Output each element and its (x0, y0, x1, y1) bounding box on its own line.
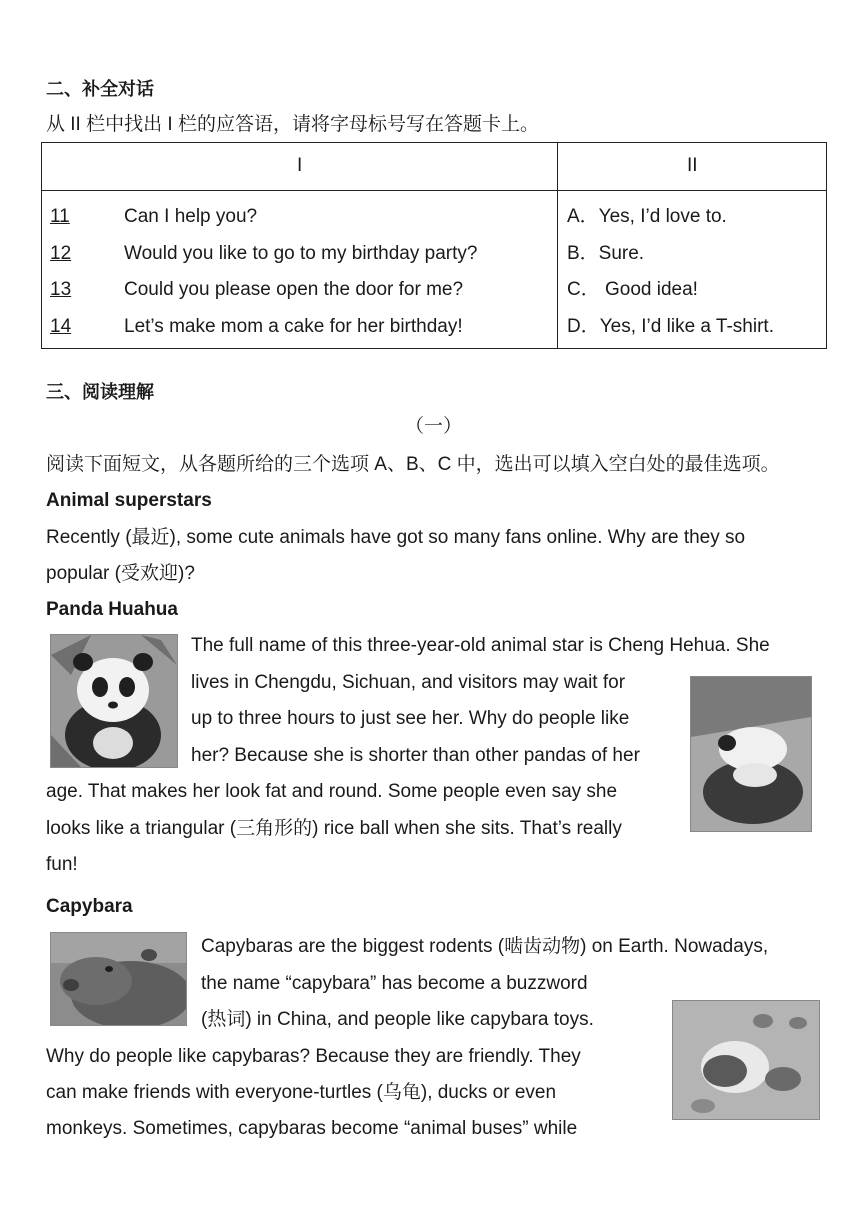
table-header-divider (42, 190, 826, 191)
panda-photo-2 (690, 676, 812, 832)
panda-text-line: age. That makes her look fat and round. Some people even say she (46, 781, 618, 802)
capybara-photo (50, 932, 187, 1026)
capybara-text-line: Capybaras are the biggest rodents (啮齿动物) on Earth. Nowadays, (201, 936, 769, 957)
capybara-text-line: (热词) in China, and people like capybara toys. (201, 1009, 594, 1030)
intro-line: Recently (最近), some cute animals have got so many fans online. Why are they so (46, 527, 746, 548)
question-number[interactable]: 11 (50, 206, 70, 227)
table-row (50, 242, 477, 266)
question-number[interactable]: 13 (50, 279, 72, 300)
matching-table (41, 142, 827, 349)
question-number[interactable]: 14 (50, 316, 72, 337)
question-text: Let’s make mom a cake for her birthday! (124, 316, 463, 337)
column-header-i: I (297, 155, 303, 176)
answer-option: A．Yes, I’d love to. (567, 206, 727, 227)
table-row (50, 315, 463, 339)
question-number[interactable]: 12 (50, 243, 72, 264)
section-2-heading: 二、补全对话 (46, 79, 154, 99)
panda-photo (50, 634, 178, 768)
question-text: Would you like to go to my birthday party? (124, 243, 478, 264)
panda-text-line: her? Because she is shorter than other pandas of her (191, 745, 640, 766)
panda-text-line: looks like a triangular (三角形的) rice ball when she sits. That’s really (46, 818, 622, 839)
capybara-text-line: monkeys. Sometimes, capybaras become “animal buses” while (46, 1118, 578, 1139)
panda-text-line: fun! (46, 854, 78, 875)
table-row (50, 278, 463, 302)
answer-option: C． Good idea! (567, 279, 698, 300)
section-3-instruction: 阅读下面短文，从各题所给的三个选项 A、B、C 中，选出可以填入空白处的最佳选项。 (46, 454, 780, 475)
question-text: Could you please open the door for me? (124, 279, 464, 300)
section-2-instruction: 从 II 栏中找出 I 栏的应答语，请将字母标号写在答题卡上。 (46, 114, 539, 135)
capybara-text-line: the name “capybara” has become a buzzword (201, 973, 588, 994)
capybara-text-line: can make friends with everyone-turtles (乌龟), ducks or even (46, 1082, 557, 1103)
capybara-text-line: Why do people like capybaras? Because they are friendly. They (46, 1046, 581, 1067)
column-header-ii: II (687, 155, 698, 176)
panda-text-line: The full name of this three-year-old animal star is Cheng Hehua. She (191, 635, 770, 656)
capybara-photo-2 (672, 1000, 820, 1120)
table-divider (557, 143, 558, 348)
capybara-title: Capybara (46, 896, 133, 917)
section-3-heading: 三、阅读理解 (46, 382, 154, 402)
table-row (50, 205, 257, 229)
part-label: （一） (405, 416, 463, 437)
article-title: Animal superstars (46, 490, 212, 511)
panda-title: Panda Huahua (46, 599, 178, 620)
panda-text-line: lives in Chengdu, Sichuan, and visitors may wait for (191, 672, 626, 693)
answer-option: B．Sure. (567, 243, 645, 264)
panda-text-line: up to three hours to just see her. Why do people like (191, 708, 630, 729)
answer-option: D．Yes, I’d like a T-shirt. (567, 316, 774, 337)
question-text: Can I help you? (124, 206, 258, 227)
intro-line: popular (受欢迎)? (46, 563, 195, 584)
